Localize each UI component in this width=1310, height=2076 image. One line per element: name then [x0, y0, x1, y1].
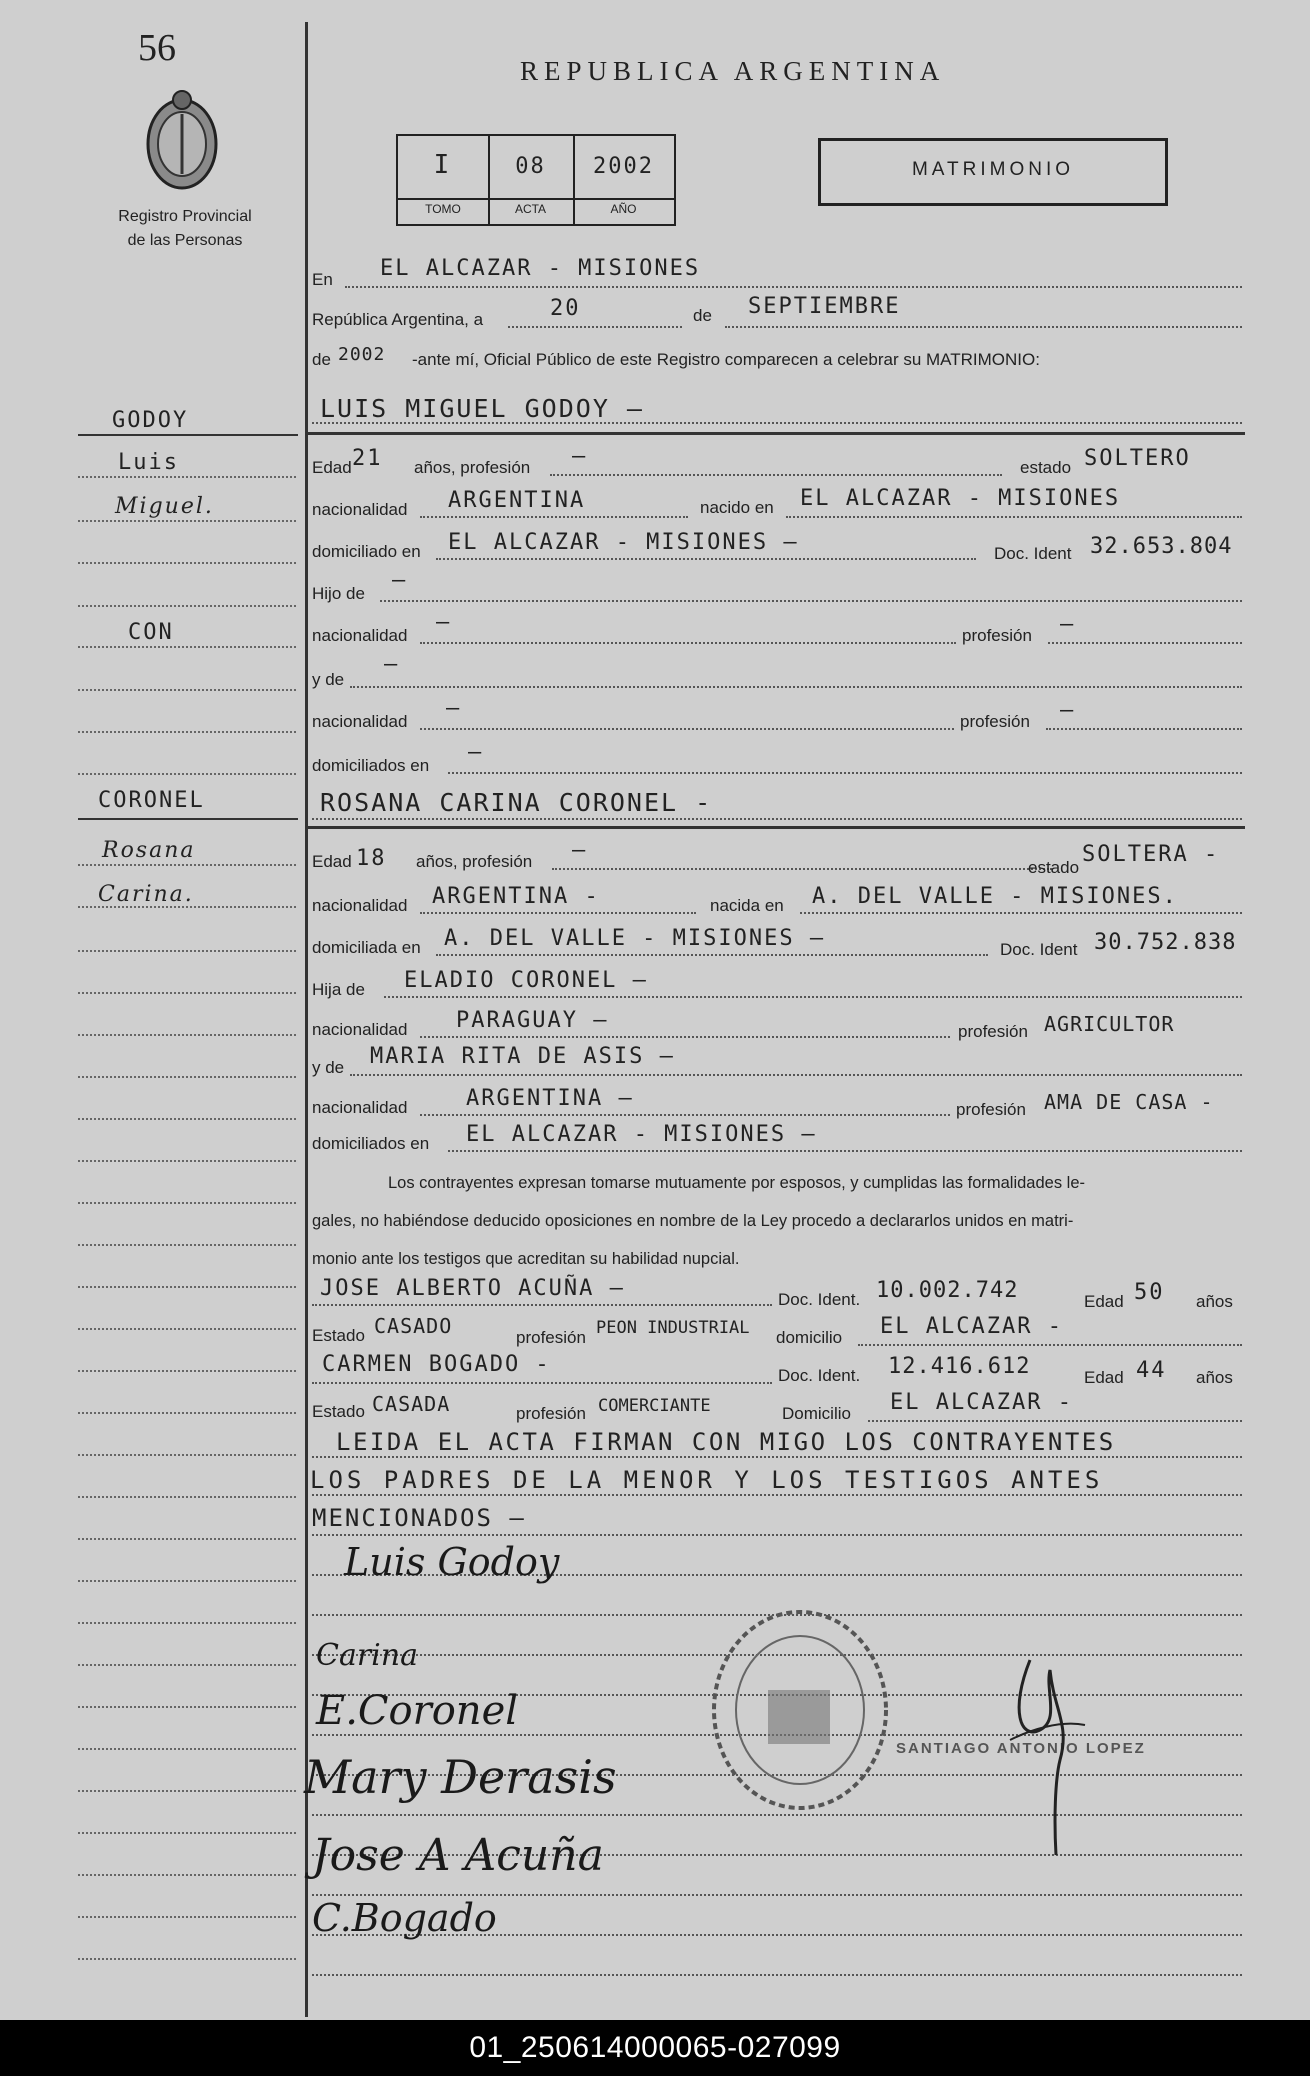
- signature-groom: Luis Godoy: [344, 1540, 560, 1584]
- margin-groom-name2: Miguel.: [115, 494, 214, 519]
- witness2-estado-label: Estado: [312, 1402, 365, 1421]
- witness1-profesion-label: profesión: [516, 1328, 586, 1347]
- registry-line1: Registro Provincial: [118, 208, 252, 225]
- bride-prof-padre: AGRICULTOR: [1044, 1012, 1175, 1036]
- ano-label: AÑO: [610, 202, 637, 216]
- bride-prof-padre-label: profesión: [958, 1022, 1028, 1041]
- dia-value: 20: [550, 296, 581, 321]
- witness2-edad: 44: [1136, 1358, 1167, 1383]
- bride-anios-label: años, profesión: [416, 852, 533, 871]
- groom-domicilio: EL ALCAZAR - MISIONES —: [448, 530, 799, 555]
- witness1-edad: 50: [1134, 1280, 1165, 1305]
- declaration-line3: monio ante los testigos que acreditan su habilidad nupcial.: [312, 1250, 740, 1268]
- officer-stamp-name: SANTIAGO ANTONIO LOPEZ: [896, 1740, 1146, 1757]
- act-type-box: [818, 138, 1168, 206]
- bride-edad: 18: [356, 846, 387, 871]
- groom-prof-padre: —: [1060, 612, 1076, 637]
- groom-nacido: EL ALCAZAR - MISIONES: [800, 486, 1121, 511]
- bride-domicilio-label: domiciliada en: [312, 938, 421, 957]
- groom-prof-madre-label: profesión: [960, 712, 1030, 731]
- bride-nac-padre: PARAGUAY —: [456, 1008, 609, 1033]
- bride-edad-label: Edad: [312, 852, 352, 871]
- signature-mother: Mary Derasis: [304, 1750, 617, 1804]
- groom-anios-label: años, profesión: [414, 458, 531, 477]
- witness2-profesion-label: profesión: [516, 1404, 586, 1423]
- bride-domicilio: A. DEL VALLE - MISIONES —: [444, 926, 826, 951]
- anio-value: 2002: [338, 344, 386, 365]
- margin-groom-surname: GODOY: [112, 408, 189, 433]
- groom-nac-madre-label: nacionalidad: [312, 712, 408, 731]
- ano-value: 2002: [593, 154, 654, 179]
- bride-nacida-label: nacida en: [710, 896, 784, 915]
- bride-doc: 30.752.838: [1094, 930, 1237, 955]
- groom-domiciliados-label: domiciliados en: [312, 756, 430, 775]
- bride-nacionalidad-label: nacionalidad: [312, 896, 408, 915]
- bride-prof-madre-label: profesión: [956, 1100, 1026, 1119]
- closing-line3: MENCIONADOS —: [312, 1504, 526, 1532]
- bride-doc-label: Doc. Ident: [1000, 940, 1078, 959]
- witness2-doc-label: Doc. Ident.: [778, 1366, 861, 1385]
- witness1-name: JOSE ALBERTO ACUÑA —: [320, 1276, 625, 1301]
- registry-box: [396, 134, 676, 226]
- bride-nac-padre-label: nacionalidad: [312, 1020, 408, 1039]
- acta-label: ACTA: [514, 202, 547, 216]
- groom-prof-madre: —: [1060, 698, 1076, 723]
- witness1-domicilio-label: domicilio: [776, 1328, 843, 1347]
- signature-witness2: C.Bogado: [312, 1896, 497, 1940]
- witness2-edad-label: Edad: [1084, 1368, 1124, 1387]
- declaration-line1: Los contrayentes expresan tomarse mutuamente por esposos, y cumplidas las formalidades le-: [388, 1174, 1086, 1192]
- bride-padre: ELADIO CORONEL —: [404, 968, 648, 993]
- witness1-profesion: PEON INDUSTRIAL: [596, 1318, 750, 1338]
- country-title: REPUBLICA ARGENTINA: [520, 56, 946, 86]
- tomo-label: TOMO: [425, 202, 461, 216]
- groom-hijo-label: Hijo de: [312, 584, 365, 603]
- signature-bride: Carina: [316, 1638, 418, 1673]
- groom-yde-label: y de: [312, 670, 345, 689]
- coat-of-arms-icon: [140, 86, 224, 196]
- witness2-estado: CASADA: [372, 1392, 451, 1416]
- closing-line2: LOS PADRES DE LA MENOR Y LOS TESTIGOS ANTES: [310, 1466, 1104, 1494]
- en-value: EL ALCAZAR - MISIONES: [380, 256, 701, 281]
- bride-nac-madre: ARGENTINA —: [466, 1086, 634, 1111]
- de-label: de: [693, 306, 712, 325]
- groom-nacido-label: nacido en: [700, 498, 774, 517]
- bride-estado-label: estado: [1028, 858, 1080, 877]
- witness1-estado-label: Estado: [312, 1326, 365, 1345]
- bride-name: ROSANA CARINA CORONEL -: [320, 788, 713, 817]
- bride-madre: MARIA RITA DE ASIS —: [370, 1044, 675, 1069]
- closing-line1: LEIDA EL ACTA FIRMAN CON MIGO LOS CONTRAYENTES: [336, 1428, 1116, 1456]
- margin-con: CON: [128, 620, 174, 645]
- bride-nacida: A. DEL VALLE - MISIONES.: [812, 884, 1178, 909]
- groom-nacionalidad: ARGENTINA: [448, 488, 586, 513]
- intro-text: -ante mí, Oficial Público de este Registro comparecen a celebrar su MATRIMONIO:: [412, 350, 1040, 369]
- signature-father: E.Coronel: [316, 1688, 519, 1734]
- bride-hija-label: Hija de: [312, 980, 365, 999]
- bride-prof-madre: AMA DE CASA -: [1044, 1090, 1214, 1114]
- witness2-domicilio-label: Domicilio: [782, 1404, 851, 1423]
- witness1-doc: 10.002.742: [876, 1278, 1019, 1303]
- acta-value: 08: [515, 154, 546, 179]
- de2-label: de: [312, 350, 331, 369]
- witness1-anios: años: [1196, 1292, 1233, 1311]
- witness1-domicilio: EL ALCAZAR -: [880, 1314, 1063, 1339]
- groom-domiciliados: —: [468, 740, 484, 765]
- groom-edad: 21: [352, 446, 383, 471]
- witness2-doc: 12.416.612: [888, 1354, 1031, 1379]
- groom-doc-label: Doc. Ident: [994, 544, 1072, 563]
- witness2-profesion: COMERCIANTE: [598, 1396, 711, 1416]
- groom-edad-label: Edad: [312, 458, 352, 477]
- registry-line2: de las Personas: [127, 232, 243, 249]
- groom-domicilio-label: domiciliado en: [312, 542, 421, 561]
- groom-profesion: —: [572, 444, 588, 469]
- groom-doc: 32.653.804: [1090, 534, 1233, 559]
- groom-prof-padre-label: profesión: [962, 626, 1032, 645]
- witness1-doc-label: Doc. Ident.: [778, 1290, 861, 1309]
- bride-yde-label: y de: [312, 1058, 345, 1077]
- signature-witness1: Jose A Acuña: [312, 1830, 604, 1881]
- mes-value: SEPTIEMBRE: [748, 294, 901, 319]
- tomo-value: I: [433, 150, 453, 180]
- bride-nac-madre-label: nacionalidad: [312, 1098, 408, 1117]
- groom-madre: —: [384, 652, 400, 677]
- declaration-line2: gales, no habiéndose deducido oposiciones en nombre de la Ley procedo a declararlos unidos en matri-: [312, 1212, 1074, 1230]
- bride-profesion: —: [572, 838, 588, 863]
- groom-estado: SOLTERO: [1084, 446, 1191, 471]
- margin-bride-name1: Rosana: [102, 838, 196, 863]
- witness2-anios: años: [1196, 1368, 1233, 1387]
- bride-domiciliados: EL ALCAZAR - MISIONES —: [466, 1122, 817, 1147]
- witness1-edad-label: Edad: [1084, 1292, 1124, 1311]
- witness2-name: CARMEN BOGADO -: [322, 1352, 551, 1377]
- republica-label: República Argentina, a: [312, 310, 484, 329]
- page-number: 56: [138, 27, 176, 69]
- margin-groom-name1: Luis: [118, 450, 179, 475]
- groom-nac-padre: —: [436, 610, 452, 635]
- witness1-estado: CASADO: [374, 1314, 453, 1338]
- margin-bride-name2: Carina.: [98, 882, 194, 907]
- groom-nac-padre-label: nacionalidad: [312, 626, 408, 645]
- groom-estado-label: estado: [1020, 458, 1072, 477]
- official-seal-icon: [700, 1600, 900, 1820]
- groom-nacionalidad-label: nacionalidad: [312, 500, 408, 519]
- footer-code: 01_250614000065-027099: [0, 2020, 1310, 2076]
- groom-name: LUIS MIGUEL GODOY —: [320, 394, 644, 423]
- bride-estado: SOLTERA -: [1082, 842, 1220, 867]
- bride-nacionalidad: ARGENTINA -: [432, 884, 600, 909]
- groom-nac-madre: —: [446, 696, 462, 721]
- bride-domiciliados-label: domiciliados en: [312, 1134, 430, 1153]
- groom-hijo: —: [392, 568, 408, 593]
- officer-signature-icon: [990, 1630, 1100, 1860]
- en-label: En: [312, 270, 333, 289]
- margin-bride-surname: CORONEL: [98, 788, 205, 813]
- witness2-domicilio: EL ALCAZAR -: [890, 1390, 1073, 1415]
- act-type: MATRIMONIO: [911, 159, 1075, 180]
- margin-divider: [305, 22, 308, 2017]
